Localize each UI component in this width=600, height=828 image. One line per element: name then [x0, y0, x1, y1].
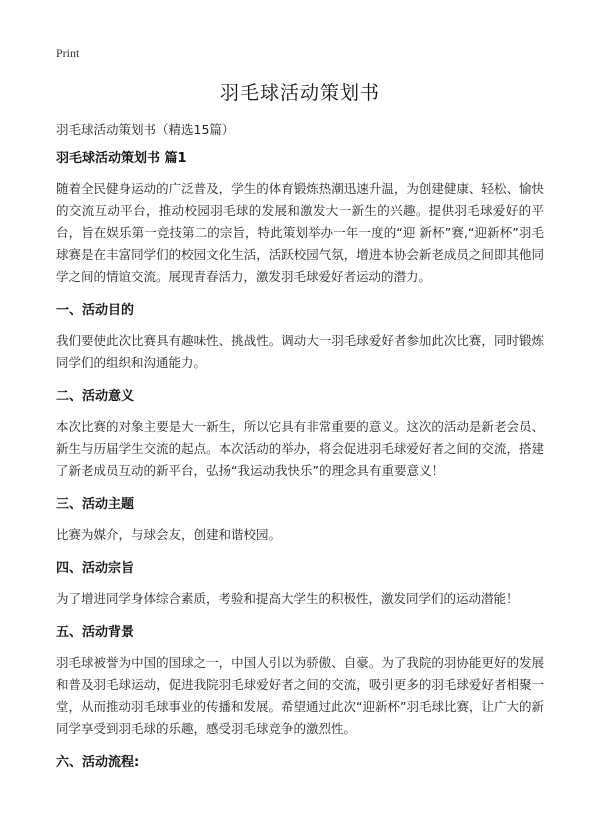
section-body-principle: 为了增进同学身体综合素质，考验和提高大学生的积极性，激发同学们的运动潜能！: [56, 591, 519, 606]
article-body: [56, 148, 544, 774]
intro-paragraph: 随着全民健身运动的广泛普及，学生的体育锻炼热潮迅速升温，为创建健康、轻松、愉快的交流互动平台，推动校园羽毛球的发展和激发大一新生的兴趣。提供羽毛球爱好的平台，旨在娱乐第一竞技第二的宗旨，特此策划举办一年一度的“迎 新杯”赛,“迎新杯”羽毛球赛是在丰富同学们的校园文化生活，活跃校园气氛，增进本协会新老成员之间即其他同学之间的情谊交流。展现青春活力，激发羽毛球爱好者运动的潜力。: [56, 181, 544, 284]
section-heading-background: 五、活动背景: [56, 625, 135, 640]
section-heading-significance: 二、活动意义: [56, 389, 135, 404]
part-heading: 羽毛球活动策划书 篇1: [56, 151, 187, 166]
print-link[interactable]: Print: [56, 46, 80, 60]
section-body-theme: 比赛为媒介，与球会友，创建和谐校园。: [56, 527, 282, 542]
section-heading-theme: 三、活动主题: [56, 497, 135, 512]
section-body-significance: 本次比赛的对象主要是大一新生，所以它具有非常重要的意义。这次的活动是新老会员、新生与历届学生交流的起点。本次活动的举办，将会促进羽毛球爱好者之间的交流，搭建了新老成员互动的新平台，弘扬“我运动我快乐”的理念具有重要意义！: [56, 419, 544, 478]
section-heading-purpose: 一、活动目的: [56, 303, 135, 318]
section-heading-process: 六、活动流程:: [56, 755, 140, 770]
section-body-purpose: 我们要使此次比赛具有趣味性、挑战性。调动大一羽毛球爱好者参加此次比赛，同时锻炼同学们的组织和沟通能力。: [56, 333, 544, 370]
section-body-background: 羽毛球被誉为中国的国球之一，中国人引以为骄傲、自豪。为了我院的羽协能更好的发展和普及羽毛球运动，促进我院羽毛球爱好者之间的交流，吸引更多的羽毛球爱好者相聚一堂，从而推动羽毛球事业的传播和发展。希望通过此次“迎新杯”羽毛球比赛，让广大的新同学享受到羽毛球的乐趣，感受羽毛球竞争的激烈性。: [56, 655, 544, 736]
section-heading-principle: 四、活动宗旨: [56, 561, 135, 576]
document-title: 羽毛球活动策划书: [219, 82, 380, 104]
document-subtitle: 羽毛球活动策划书（精选15篇）: [56, 122, 235, 137]
